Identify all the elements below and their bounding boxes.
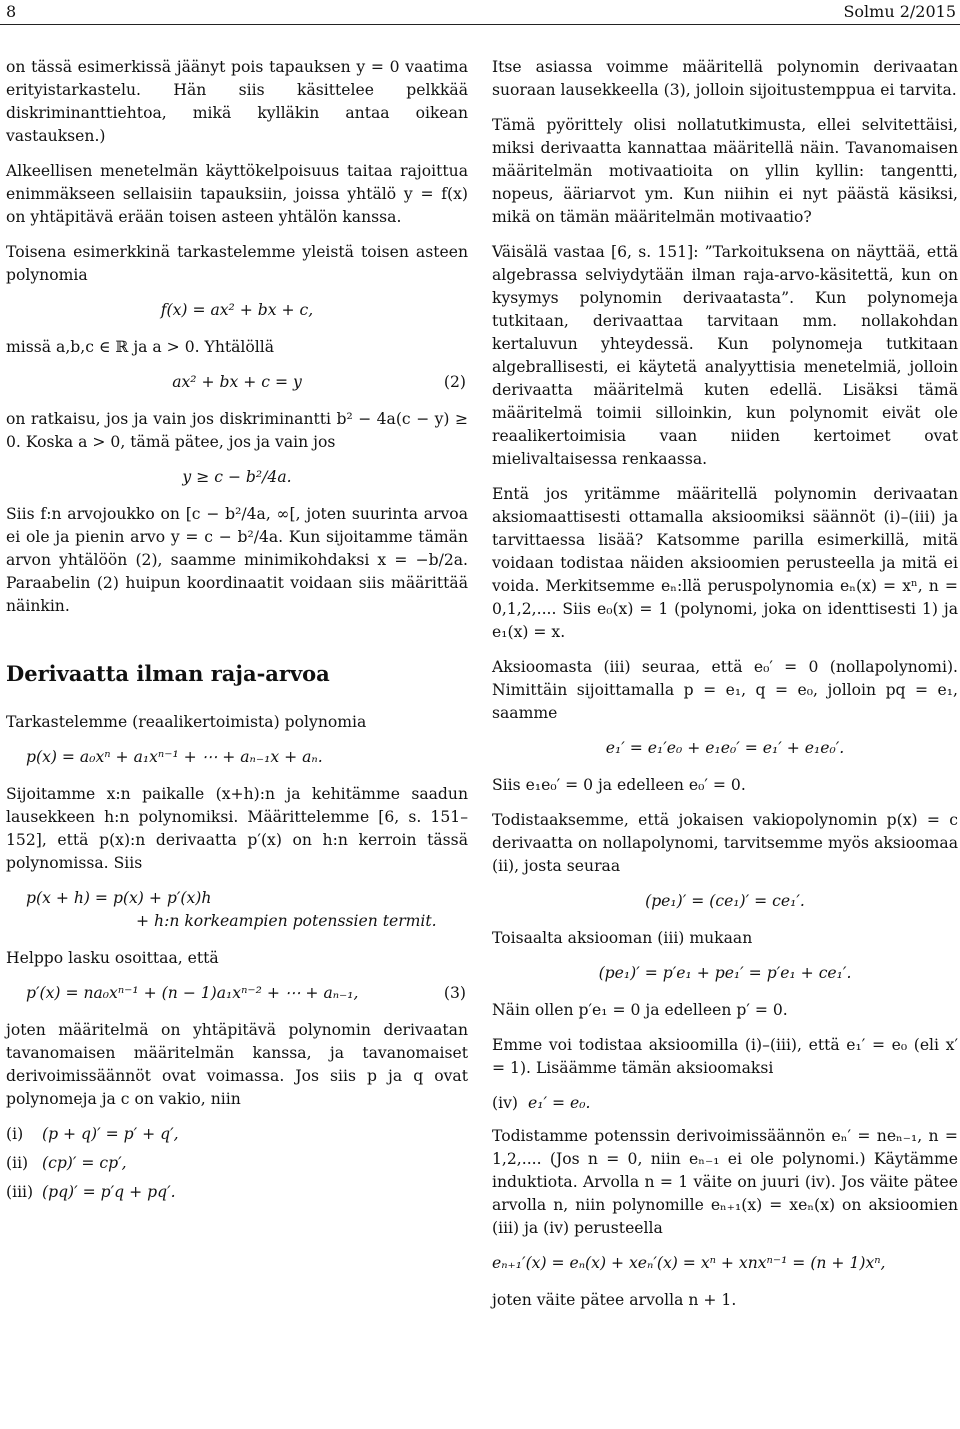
section-heading: Derivaatta ilman raja-arvoa xyxy=(6,661,330,686)
left-column xyxy=(6,56,468,1214)
paragraph: Aksioomasta (iii) seuraa, että e₀′ = 0 (nollapolynomi). Nimittäin sijoittamalla p = e₁, q = e₀, jolloin pq = e₁, saamme xyxy=(492,658,958,722)
paragraph: Itse asiassa voimme määritellä polynomin derivaatan suoraan lausekkeella (3), jolloin sijoitustemppua ei tarvita. xyxy=(492,58,958,99)
paragraph: joten väite pätee arvolla n + 1. xyxy=(492,1291,737,1309)
paragraph: Siis f:n arvojoukko on [c − b²/4a, ∞[, joten suurinta arvoa ei ole ja pienin arvo y = c − b²/4a. Kun sijoitamme tämän arvon yhtälöön (2), saamme minimikohdaksi x = −b/2a. Paraabelin (2) huipun koordinaatit voidaan siis määrittää näinkin. xyxy=(6,505,468,615)
journal-issue: Solmu 2/2015 xyxy=(843,2,956,21)
paragraph: on ratkaisu, jos ja vain jos diskriminantti b² − 4a(c − y) ≥ 0. Koska a > 0, tämä pätee, jos ja vain jos xyxy=(6,410,468,451)
rule-text: (p + q)′ = p′ + q′, xyxy=(42,1125,179,1143)
equation-induction: eₙ₊₁′(x) = eₙ(x) + xeₙ′(x) = xⁿ + xnxⁿ⁻¹ = (n + 1)xⁿ, xyxy=(492,1254,886,1272)
rule-text: (pq)′ = p′q + pq′. xyxy=(42,1183,176,1201)
paragraph: joten määritelmä on yhtäpitävä polynomin derivaatan tavanomaisen määritelmän kanssa, ja tavanomaiset derivoimissäännöt ovat voimassa. Jos siis p ja q ovat polynomeja ja c on vakio, niin xyxy=(6,1021,468,1108)
page-number: 8 xyxy=(6,2,17,21)
rules-list xyxy=(492,1092,958,1115)
paragraph: Helppo lasku osoittaa, että xyxy=(6,949,219,967)
paragraph: Toisaalta aksiooman (iii) mukaan xyxy=(492,929,753,947)
paragraph: Toisena esimerkkinä tarkastelemme yleistä toisen asteen polynomia xyxy=(6,243,468,284)
rule-label: (i) xyxy=(6,1125,24,1143)
rule-item xyxy=(6,1123,468,1146)
paragraph: Tämä pyörittely olisi nollatutkimusta, ellei selvitettäisi, miksi derivaatta kannattaa määritellä näin. Tavanomaisen määritelmän motivaatioita on yllin kyllin: tangentti, nopeus, ääriarvot ym. Kun niihin ei nyt päästä käsiksi, mikä on tämän määritelmän motivaatio? xyxy=(492,116,958,226)
equation-body: p′(x) = na₀xⁿ⁻¹ + (n − 1)a₁xⁿ⁻² + ⋯ + aₙ₋₁, xyxy=(26,984,359,1002)
equation-number: (3) xyxy=(443,984,466,1002)
equation-pe1-b: (pe₁)′ = p′e₁ + pe₁′ = p′e₁ + ce₁′. xyxy=(598,964,852,982)
page-header xyxy=(0,0,960,26)
paragraph: Väisälä vastaa [6, s. 151]: ”Tarkoituksena on näyttää, että algebrassa selviydytään ilman raja-arvo-käsitettä, kun on kysymys polynomin derivaatasta”. Kun polynomeja tutkitaan, derivaattaa tarvitaan mm. nollakohdan kertaluvun yhteydessä. Kun polynomeja tutkitaan algebrallisesti, ei käytetä analyyttisia menetelmiä, jolloin derivaatta määritelmä kuten edellä. Lisäksi tämä määritelmä toimii silloinkin, kun polynomit eivät ole reaalikertoimisia vaan niiden kertoimet ovat mielivaltaisessa renkaassa. xyxy=(492,243,958,468)
paragraph: Entä jos yritämme määritellä polynomin derivaatan aksiomaattisesti ottamalla aksioomiksi säännöt (i)–(iii) ja tarvittaessa lisää? Katsomme parilla esimerkillä, mitä voidaan todistaa näiden aksioomien perusteella ja mitä ei voida. Merkitsemme eₙ:llä peruspolynomia eₙ(x) = xⁿ, n = 0,1,2,.... Siis e₀(x) = 1 (polynomi, joka on identtisesti 1) ja e₁(x) = x. xyxy=(492,485,958,641)
rule-item xyxy=(6,1181,468,1204)
equation-2 xyxy=(6,371,468,394)
paragraph: Todistamme potenssin derivoimissäännön eₙ′ = neₙ₋₁, n = 1,2,.... (Jos n = 0, niin eₙ₋₁ ei ole polynomi.) Käytämme induktiota. Arvolla n = 1 väite on juuri (iv). Jos väite pätee arvolla n, niin polynomille eₙ₊₁(x) = xeₙ(x) on aksioomien (iii) ja (iv) perusteella xyxy=(492,1127,958,1237)
rule-item xyxy=(6,1152,468,1175)
equation-line: p(x + h) = p(x) + p′(x)h xyxy=(26,889,212,907)
rules-list xyxy=(6,1123,468,1204)
paragraph: Emme voi todistaa aksioomilla (i)–(iii), että e₁′ = e₀ (eli x′ = 1). Lisäämme tämän aksioomaksi xyxy=(492,1036,958,1077)
rule-label: (iii) xyxy=(6,1183,34,1201)
equation-expansion xyxy=(6,887,468,933)
rule-label: (iv) xyxy=(492,1094,518,1112)
paragraph: missä a,b,c ∈ ℝ ja a > 0. Yhtälöllä xyxy=(6,338,275,356)
paragraph: Tarkastelemme (reaalikertoimista) polynomia xyxy=(6,713,367,731)
paragraph: Sijoitamme x:n paikalle (x+h):n ja kehitämme saadun lausekkeen h:n polynomiksi. Määrittelemme [6, s. 151–152], että p(x):n derivaatta p′(x) on h:n kerroin tässä polynomissa. Siis xyxy=(6,785,468,872)
paragraph: on tässä esimerkissä jäänyt pois tapauksen y = 0 vaatima erityistarkastelu. Hän siis käsittelee pelkkää diskriminanttiehtoa, mikä kylläkin antaa oikean vastauksen.) xyxy=(6,58,468,145)
right-column xyxy=(492,56,958,1324)
rule-text: e₁′ = e₀. xyxy=(528,1094,591,1112)
equation-pe1-a: (pe₁)′ = (ce₁)′ = ce₁′. xyxy=(645,892,805,910)
paragraph: Näin ollen p′e₁ = 0 ja edelleen p′ = 0. xyxy=(492,1001,788,1019)
equation-polynomial: p(x) = a₀xⁿ + a₁xⁿ⁻¹ + ⋯ + aₙ₋₁x + aₙ. xyxy=(26,748,323,766)
rule-label: (ii) xyxy=(6,1154,29,1172)
equation-line: + h:n korkeampien potenssien termit. xyxy=(136,912,437,930)
equation-number: (2) xyxy=(443,373,466,391)
equation-inequality: y ≥ c − b²/4a. xyxy=(182,468,292,486)
header-rule xyxy=(0,24,960,25)
paragraph: Todistaaksemme, että jokaisen vakiopolynomin p(x) = c derivaatta on nollapolynomi, tarvitsemme myös aksioomaa (ii), josta seuraa xyxy=(492,811,958,875)
equation-body: ax² + bx + c = y xyxy=(172,373,302,391)
equation-e1-derivative: e₁′ = e₁′e₀ + e₁e₀′ = e₁′ + e₁e₀′. xyxy=(605,739,845,757)
equation-3 xyxy=(6,982,468,1005)
rule-item xyxy=(492,1092,958,1115)
paragraph: Siis e₁e₀′ = 0 ja edelleen e₀′ = 0. xyxy=(492,776,746,794)
equation-quadratic: f(x) = ax² + bx + c, xyxy=(160,301,314,319)
paragraph: Alkeellisen menetelmän käyttökelpoisuus taitaa rajoittua enimmäkseen sellaisiin tapauksiin, joissa yhtälö y = f(x) on yhtäpitävä erään toisen asteen yhtälön kanssa. xyxy=(6,162,468,226)
rule-text: (cp)′ = cp′, xyxy=(42,1154,127,1172)
